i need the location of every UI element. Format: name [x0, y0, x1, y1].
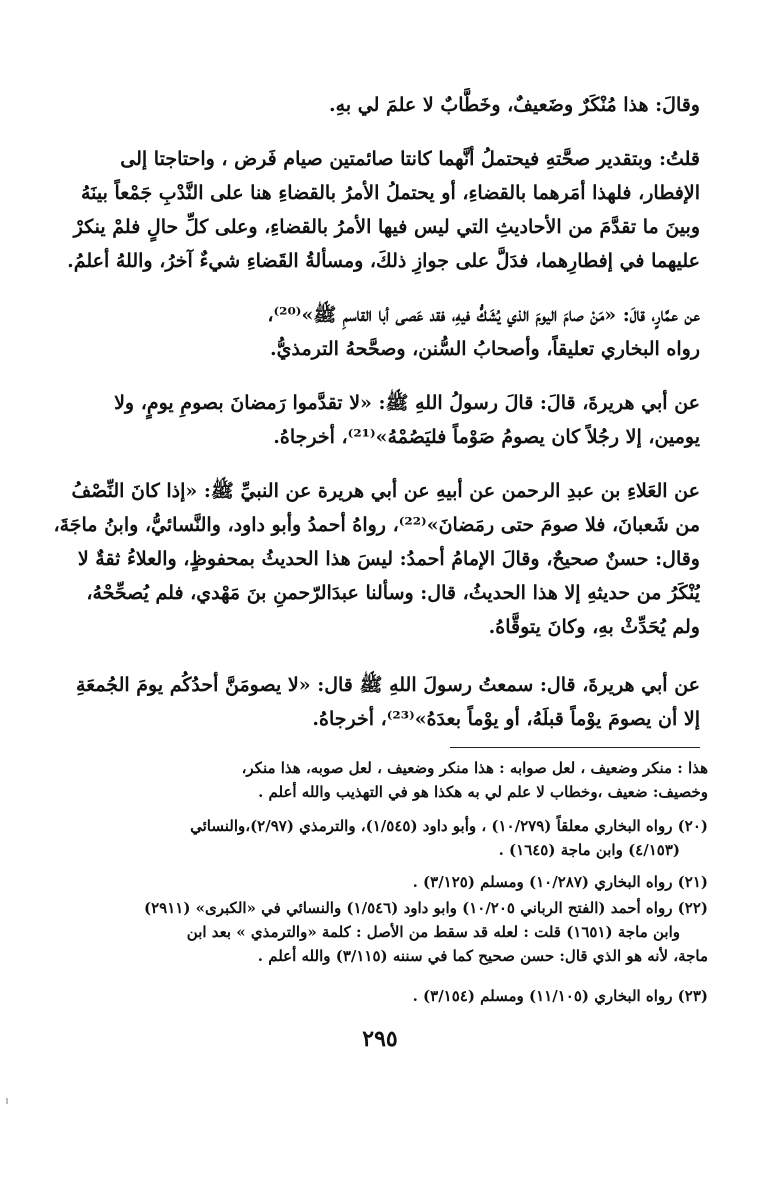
text-line: ولم يُحَدِّثْ بهِ، وكانَ يتوقَّاهُ.	[488, 616, 700, 638]
text-line: عليهما في إفطارِهما، فدَلَّ على جوازِ ذلكَ، ومسألةُ القَضاءِ شيءٌ آخرُ، واللهُ أعلمُ.	[67, 250, 700, 272]
footnote-line: (٢٠) رواه البخاري معلقاً (١٠/٢٧٩) ، وأبو داود (١/٥٤٥)، والترمذي (٢/٩٧)،والنسائي	[190, 817, 708, 835]
text-line: رواه البخاري تعليقاً، وأصحابُ السُّنن، وصحَّحهُ الترمذيُّ.	[269, 338, 700, 360]
footnote-line: وابن ماجة (١٦٥١) قلت : لعله قد سقط من الأصل : كلمة «والترمذي » بعد ابن	[186, 923, 680, 941]
footnote-line: (٢٢) رواه أحمد (الفتح الرباني ١٠/٢٠٥) وابو داود (١/٥٤٦) والنسائي في «الكبرى» (٢٩١١)	[143, 899, 708, 917]
paragraph-6	[52, 668, 700, 736]
footnote-line: (٤/١٥٣) وابن ماجة (١٦٤٥) .	[498, 841, 680, 859]
footnote-23	[52, 984, 708, 1008]
text-line: عن أبي هريرةَ، قال: سمعتُ رسولَ اللهِ ﷺ قال: «لا يصومَنَّ أحدُكُم يومَ الجُمعَةِ	[75, 674, 700, 696]
paragraph-2	[52, 142, 700, 278]
footnote-line: (٢١) رواه البخاري (١٠/٢٨٧) ومسلم (٣/١٢٥) .	[412, 873, 708, 891]
paragraph-1	[52, 88, 700, 122]
footnote-22	[52, 896, 708, 968]
footnote-line: هذا : منكر وضعيف ، لعل صوابه : هذا منكر وضعيف ، لعل صوبه، هذا منكر،	[241, 759, 708, 777]
text-line: الإفطار، فلهذا أمَرهما بالقضاءِ، أو يحتملُ الأمرُ بالقضاءِ هنا على النَّدْبِ جَمْعاً بينَهُ	[80, 182, 700, 204]
text-line: وبينَ ما تقدَّمَ من الأحاديثِ التي ليس فيها الأمرُ بالقضاءِ، وعلى كلِّ حالٍ فلمْ ينكرْ	[73, 216, 700, 238]
text-line: يُنْكَرُ من حديثهِ إلا هذا الحديثُ، قال: وسألنا عبدَالرّحمنِ بنَ مَهْدي، فلم يُصحِّحْهُ،	[86, 582, 700, 604]
paragraph-3	[52, 298, 700, 366]
paragraph-4	[52, 386, 700, 454]
text-line: وقال: حسنٌ صحيحٌ، وقالَ الإمامُ أحمدُ: ليسَ هذا الحديثُ بمحفوظٍ، والعلاءُ ثقةٌ لا	[77, 548, 700, 570]
text-line: عن عمَّارٍ، قالَ: «مَنْ صامَ اليومَ الذي يُشَكُّ فيهِ، فقد عَصى أبا القاسمِ ﷺ»⁽²⁰⁾،	[267, 304, 700, 326]
text-line: من شَعبانَ، فلا صومَ حتى رمَضانَ»⁽²²⁾، رواهُ أحمدُ وأبو داود، والنَّسائيُّ، وابنُ ماجَةَ،	[53, 514, 700, 536]
text-line: قلتُ: وبتقدير صحَّتهِ فيحتملُ أنَّهما كانتا صائمتين صيام فَرض ، واحتاجتا إلى	[120, 148, 700, 170]
text-line: عن العَلاءِ بن عبدِ الرحمن عن أبيهِ عن أبي هريرة عن النبيِّ ﷺ: «إذا كانَ النِّصْفُ	[71, 480, 700, 502]
paragraph-5	[52, 474, 700, 644]
footnote-divider	[450, 747, 700, 748]
page-number: ٢٩٥	[362, 1026, 398, 1052]
footnote-line: ماجة، لأنه هو الذي قال: حسن صحيح كما في سننه (٣/١١٥) والله أعلم .	[257, 947, 708, 965]
text-line: يومين، إلا رجُلاً كان يصومُ صَوْماً فليَصُمْهُ»⁽²¹⁾، أخرجاهُ.	[273, 426, 700, 448]
footnote-line: وخصيف: ضعيف ،وخطاب لا علم لي به هكذا هو في التهذيب والله أعلم .	[258, 783, 708, 801]
text-line: وقالَ: هذا مُنْكَرٌ وضَعيفٌ، وخَطَّابٌ لا علمَ لي بهِ.	[329, 94, 700, 116]
text-line: عن أبي هريرةَ، قالَ: قالَ رسولُ اللهِ ﷺ: «لا تقدَّموا رَمضانَ بصومِ يومٍ، ولا	[114, 392, 700, 414]
footnote-20	[52, 814, 708, 862]
text-line: إلا أن يصومَ يوْماً قبلَهُ، أو يوْماً بعدَهُ»⁽²³⁾، أخرجاهُ.	[312, 708, 700, 730]
scan-mark	[6, 1098, 8, 1104]
footnote-line: (٢٣) رواه البخاري (١١/١٠٥) ومسلم (٣/١٥٤) .	[412, 987, 708, 1005]
footnote-21	[52, 870, 708, 894]
footnote-note	[52, 756, 708, 804]
